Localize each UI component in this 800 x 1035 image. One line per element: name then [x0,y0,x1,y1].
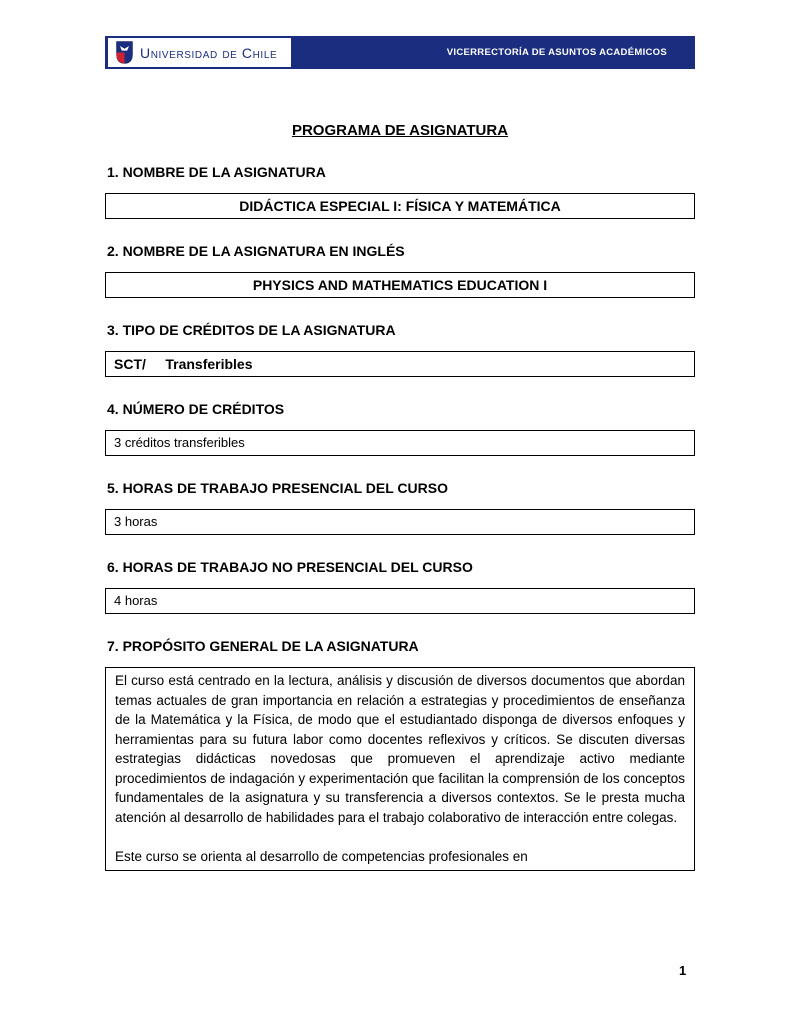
credit-count-box: 3 créditos transferibles [105,430,695,456]
purpose-paragraph-2: Este curso se orienta al desarrollo de competencias profesionales en [115,848,528,864]
course-name-box: DIDÁCTICA ESPECIAL I: FÍSICA Y MATEMÁTICA [105,193,695,219]
section-3-heading: 3. TIPO DE CRÉDITOS DE LA ASIGNATURA [107,322,396,338]
section-4-heading: 4. NÚMERO DE CRÉDITOS [107,401,285,417]
section-6-heading: 6. HORAS DE TRABAJO NO PRESENCIAL DEL CURSO [107,559,473,575]
document-content [105,36,695,871]
credit-type-box: SCT/ Transferibles [105,351,695,377]
university-logo [108,38,291,67]
document-title: PROGRAMA DE ASIGNATURA [291,122,509,139]
purpose-paragraph-1: El curso está centrado en la lectura, análisis y discusión de diversos documentos que abordan temas actuales de gran importancia en relación a estrategias y procedimientos de enseñanza de la Matemática y la Física, de modo que el estudiantado disponga de diversos enfoques y herramientas para su futura labor como docentes reflexivos y críticos. Se discuten diversas estrategias didácticas novedosas que promueven el aprendizaje activo mediante procedimientos de indagación y experimentación que facilitan la comprensión de los conceptos fundamentales de la asignatura y su transferencia a diversos contextos. Se le presta mucha atención al desarrollo de habilidades para el trabajo colaborativo de interacción entre colegas. [115,673,685,825]
section-5-heading: 5. HORAS DE TRABAJO PRESENCIAL DEL CURSO [107,480,448,496]
page-number: 1 [679,963,687,978]
in-person-hours-box: 3 horas [105,509,695,535]
course-name-english-box: PHYSICS AND MATHEMATICS EDUCATION I [105,272,695,298]
university-name: Universidad de Chile [140,44,278,61]
university-crest-icon [116,41,133,64]
banner-department-label: VICERRECTORÍA DE ASUNTOS ACADÉMICOS [446,47,667,58]
section-1-heading: 1. NOMBRE DE LA ASIGNATURA [107,164,326,180]
section-2-heading: 2. NOMBRE DE LA ASIGNATURA EN INGLÉS [107,243,405,259]
section-7-heading: 7. PROPÓSITO GENERAL DE LA ASIGNATURA [107,638,419,654]
header-banner [105,36,695,69]
non-in-person-hours-box: 4 horas [105,588,695,614]
course-purpose-box [105,667,695,871]
